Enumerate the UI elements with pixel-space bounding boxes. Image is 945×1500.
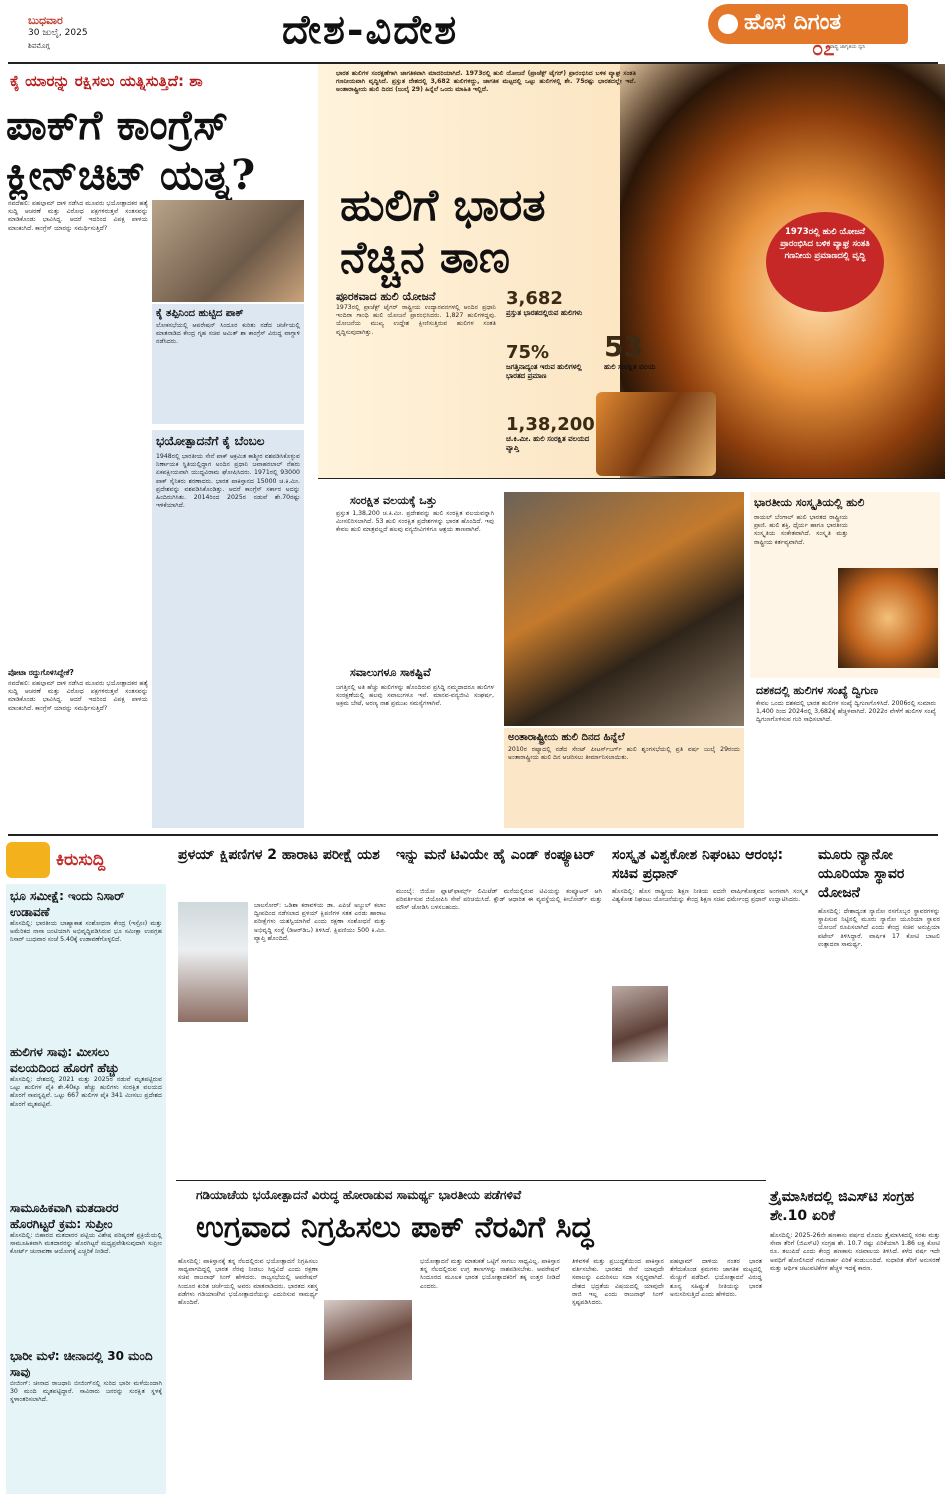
stat-tigers	[506, 288, 596, 318]
minister-photo	[612, 986, 668, 1062]
sanskrit-head: ಸಂಸ್ಕೃತ ವಿಶ್ವಕೋಶ ನಿಘಂಟು ಆರಂಭ: ಸಚಿವ ಪ್ರಧಾನ್	[612, 847, 784, 882]
info-badge: 1973ರಲ್ಲಿ ಹುಲಿ ಯೋಜನೆ ಪ್ರಾರಂಭಿಸಿದ ಬಳಿಕ ವ್ಯಾಘ್ರ ಸಂತತಿ ಗಣನೀಯ ಪ್ರಮಾಣದಲ್ಲಿ ವೃದ್ಧಿ	[766, 212, 884, 312]
tiger-headline	[340, 180, 546, 284]
stat-value: 53	[604, 330, 643, 363]
divider	[318, 478, 945, 479]
rajnath-photo	[324, 1300, 412, 1380]
brief-body: ಬೀಜಿಂಗ್: ಚೀನಾದ ರಾಜಧಾನಿ ಬೀಜಿಂಗ್‌ನಲ್ಲಿ ಸುರಿದ ಭಾರೀ ಮಳೆಯಿಂದಾಗಿ 30 ಮಂದಿ ಮೃತಪಟ್ಟಿದ್ದಾರೆ. ಸಾವಿರಾರು ಜನರನ್ನು ಸುರಕ್ಷಿತ ಸ್ಥಳಕ್ಕೆ ಸ್ಥಳಾಂತರಿಸಲಾಗಿದೆ.	[10, 1380, 162, 1404]
photo-caption-text: ಲೋಕಸಭೆಯಲ್ಲಿ ಆಪರೇಷನ್ ಸಿಂದೂರ ಕುರಿತು ನಡೆದ ಚರ್ಚೆಯಲ್ಲಿ ಮಾತನಾಡಿದ ಕೇಂದ್ರ ಗೃಹ ಸಚಿವ ಅಮಿತ್ ಶಾ ಕಾಂಗ್ರೆಸ್ ವಿರುದ್ಧ ವಾಗ್ದಾಳಿ ನಡೆಸಿದರು.	[156, 322, 300, 346]
newspaper-logo	[708, 4, 908, 44]
stat-area	[506, 414, 602, 453]
briefs-label: ಕಿರುಸುದ್ದಿ	[56, 850, 106, 870]
brand-name: ಹೊಸ ದಿಗಂತ	[744, 10, 842, 35]
section-title: ದೇಶ-ವಿದೇಶ	[282, 6, 459, 53]
missile-head: ಪ್ರಳಯ್ ಕ್ಷಿಪಣಿಗಳ 2 ಹಾರಾಟ ಪರೀಕ್ಷೆ ಯಶ	[178, 847, 380, 863]
page-number: ೦೭	[812, 36, 835, 60]
missile-photo	[178, 902, 248, 1022]
urea-body: ಹೊಸದಿಲ್ಲಿ: ದೇಶಾದ್ಯಂತ ನ್ಯಾನೋ ರಸಗೊಬ್ಬರ ಸ್ಥಾವರಗಳನ್ನು ಸ್ಥಾಪಿಸುವ ನಿಟ್ಟಿನಲ್ಲಿ ಮೂರು ನ್ಯಾನೋ ಯೂರಿಯಾ ಸ್ಥಾವರ ಯೋಜನೆ ರೂಪಿಸಲಾಗಿದೆ ಎಂದು ಕೇಂದ್ರ ಸಚಿವ ಅನುಪ್ರಿಯಾ ಪಟೇಲ್ ತಿಳಿಸಿದ್ದಾರೆ. ವಾರ್ಷಿಕ 17 ಕೋಟಿ ಬಾಟಲಿ ಉತ್ಪಾದನಾ ಸಾಮರ್ಥ್ಯ.	[818, 908, 940, 948]
lead-kicker: ಕೈ ಯಾರನ್ನು ರಕ್ಷಿಸಲು ಯತ್ನಿಸುತ್ತಿದೆ: ಶಾ	[10, 72, 203, 90]
jiopc-story	[396, 846, 602, 912]
sidebar-box	[152, 430, 304, 828]
date-box	[28, 14, 138, 53]
challenge-body: ಜಗತ್ತಿನಲ್ಲಿ ಅತಿ ಹೆಚ್ಚು ಹುಲಿಗಳನ್ನು ಹೊಂದಿರುವ ಪ್ರಸಿದ್ಧಿ ನಮ್ಮದಾದರೂ ಹುಲಿಗಳ ಸಂರಕ್ಷಣೆಯಲ್ಲಿ ಹಲವು ಸವಾಲುಗಳೂ ಇವೆ. ಮಾನವ-ವನ್ಯಜೀವಿ ಸಂಘರ್ಷ, ಅಕ್ರಮ ಬೇಟೆ, ಅರಣ್ಯ ನಾಶ ಪ್ರಮುಖ ಸಮಸ್ಯೆಗಳಾಗಿವೆ.	[336, 684, 494, 708]
stat-value: 3,682	[506, 288, 563, 309]
brief-body: ಹೊಸದಿಲ್ಲಿ: ದೇಶದಲ್ಲಿ 2021 ಮತ್ತು 2025ರ ನಡುವೆ ಮೃತಪಟ್ಟಿರುವ ಒಟ್ಟು ಹುಲಿಗಳ ಪೈಕಿ ಶೇ.40ಕ್ಕೂ ಹೆಚ್ಚು ಹುಲಿಗಳು ಸಂರಕ್ಷಿತ ವಲಯದ ಹೊರಗೆ ಸಾವನ್ನಪ್ಪಿವೆ. ಒಟ್ಟು 667 ಹುಲಿಗಳ ಪೈಕಿ 341 ಮೀಸಲು ಪ್ರದೇಶದ ಹೊರಗೆ ಮೃತಪಟ್ಟಿವೆ.	[10, 1076, 162, 1108]
missile-story	[178, 846, 386, 942]
tiger-intro: ಭಾರತ ಹುಲಿಗಳ ಸಂರಕ್ಷಣೆಗಾಗಿ ಜಾಗತಿಕವಾಗಿ ಮಾದರಿಯಾಗಿದೆ. 1973ರಲ್ಲಿ ಹುಲಿ ಯೋಜನೆ (ಪ್ರಾಜೆಕ್ಟ್ ಟೈಗರ್) ಪ್ರಾರಂಭಿಸಿದ ಬಳಿಕ ವ್ಯಾಘ್ರ ಸಂತತಿ ಗಣನೀಯವಾಗಿ ವೃದ್ಧಿಸಿದೆ. ಪ್ರಸ್ತುತ ದೇಶದಲ್ಲಿ 3,682 ಹುಲಿಗಳಿದ್ದು, ಜಾಗತಿಕ ಮಟ್ಟದಲ್ಲಿ ಒಟ್ಟು ಹುಲಿಗಳಲ್ಲಿ ಶೇ. 75ರಷ್ಟು ಭಾರತದಲ್ಲೇ ಇವೆ. ಅಂತಾರಾಷ್ಟ್ರೀಯ ಹುಲಿ ದಿನದ (ಜುಲೈ 29) ಹಿನ್ನೆಲೆ ಒಂದು ಮಾಹಿತಿ ಇಲ್ಲಿದೆ.	[336, 70, 636, 94]
bottom-col3: ತಿಳಿವಳಿಕೆ ಮತ್ತು ಪ್ರಬುದ್ಧತೆಯಿಂದ ಪಾಕಿಸ್ತಾನ ವರ್ತಿಸಬೇಕು. ಭಾರತದ ಸೇನೆ ಯಾವುದೇ ಸವಾಲನ್ನು ಎದುರಿಸಲು ಸದಾ ಸನ್ನದ್ಧವಾಗಿದೆ. ದೇಶದ ಭದ್ರತೆಯ ವಿಷಯದಲ್ಲಿ ಯಾವುದೇ ರಾಜಿ ಇಲ್ಲ ಎಂದು ರಾಜನಾಥ್ ಸಿಂಗ್ ಸ್ಪಷ್ಟಪಡಿಸಿದರು.	[572, 1258, 664, 1307]
bottom-kicker: ಗಡಿಯಾಚೆಯ ಭಯೋತ್ಪಾದನೆ ವಿರುದ್ಧ ಹೋರಾಡುವ ಸಾಮರ್ಥ್ಯ ಭಾರತೀಯ ಪಡೆಗಳಿವೆ	[196, 1188, 522, 1202]
bottom-headline: ಉಗ್ರವಾದ ನಿಗ್ರಹಿಸಲು ಪಾಕ್ ನೆರವಿಗೆ ಸಿದ್ಧ	[196, 1210, 594, 1245]
gst-story	[770, 1188, 940, 1482]
tiger-day-body: 2010ರ ರಷ್ಯಾದಲ್ಲಿ ನಡೆದ ಸೇಂಟ್ ಪೀಟರ್ಸ್‌ಬರ್ಗ್ ಹುಲಿ ಶೃಂಗಸಭೆಯಲ್ಲಿ ಪ್ರತಿ ವರ್ಷ ಜುಲೈ 29ರಂದು ಅಂತಾರಾಷ್ಟ್ರೀಯ ಹುಲಿ ದಿನ ಆಚರಿಸಲು ತೀರ್ಮಾನಿಸಲಾಯಿತು.	[508, 746, 740, 762]
sanskrit-body: ಹೊಸದಿಲ್ಲಿ: ಹೊಸ ರಾಷ್ಟ್ರೀಯ ಶಿಕ್ಷಣ ನೀತಿಯ ಐದನೇ ವಾರ್ಷಿಕೋತ್ಸವದ ಅಂಗವಾಗಿ ಸಂಸ್ಕೃತ ವಿಶ್ವಕೋಶ ನಿಘಂಟು ಯೋಜನೆಯನ್ನು ಕೇಂದ್ರ ಶಿಕ್ಷಣ ಸಚಿವ ಧರ್ಮೇಂದ್ರ ಪ್ರಧಾನ್ ಉದ್ಘಾಟಿಸಿದರು.	[612, 888, 808, 904]
photo-caption-box	[152, 304, 304, 424]
lead-body-continued: ನವದೆಹಲಿ: ಪಹಲ್ಗಾಮ್ ದಾಳಿ ನಡೆಸಿದ ಮೂವರು ಭಯೋತ್ಪಾದಕರ ಹತ್ಯೆ ಸುದ್ದಿ ಆಚರಣೆ ಮತ್ತು ವಿರೋಧ ಪಕ್ಷಗಳಿರುತ್ತವೆ ಸಂತಸವನ್ನು ಮಾಡಿಕೊಂಡು ಭಾವಿಸಿದ್ದ. ಆದರೆ ಇದರಿಂದ ವಿಪಕ್ಷ ಪಾಳಯ ಮಾಂಕುಗಿದೆ. ಕಾಂಗ್ರೆಸ್ ಯಾರನ್ನು ಸಮರ್ಥಿಸುತ್ತಿದೆ?	[8, 680, 148, 712]
parliament-photo	[152, 200, 304, 302]
lead-body: ನವದೆಹಲಿ: ಪಹಲ್ಗಾಮ್ ದಾಳಿ ನಡೆಸಿದ ಮೂವರು ಭಯೋತ್ಪಾದಕರ ಹತ್ಯೆ ಸುದ್ದಿ ಆಚರಣೆ ಮತ್ತು ವಿರೋಧ ಪಕ್ಷಗಳಿರುತ್ತವೆ ಸಂತಸವನ್ನು ಮಾಡಿಕೊಂಡು ಭಾವಿಸಿದ್ದ. ಆದರೆ ಇದರಿಂದ ವಿಪಕ್ಷ ಪಾಳಯ ಮಾಂಕುಗಿದೆ. ಕಾಂಗ್ರೆಸ್ ಯಾರನ್ನು ಸಮರ್ಥಿಸುತ್ತಿದೆ?	[8, 200, 148, 232]
tiger-portrait-photo	[838, 568, 938, 668]
date: 30 ಜುಲೈ, 2025	[28, 28, 88, 38]
sidebar-body: 1948ರಲ್ಲಿ ಭಾರತೀಯ ಸೇನೆ ಪಾಕ್ ಆಕ್ರಮಿತ ಕಾಶ್ಮೀರ ವಶಪಡಿಸಿಕೊಳ್ಳುವ ನಿರ್ಣಾಯಕ ಸ್ಥಿತಿಯಲ್ಲಿದ್ದಾಗ ಅಂದಿನ ಪ್ರಧಾನಿ ಜವಾಹರಲಾಲ್ ನೆಹರು ಏಕಪಕ್ಷೀಯವಾಗಿ ಯುದ್ಧವಿರಾಮ ಘೋಷಿಸಿದರು. 1971ರಲ್ಲಿ 93000 ಪಾಕ್ ಸೈನಿಕರು ಶರಣಾದರು. ಭಾರತ ಪಾಕಿಸ್ತಾನದ 15000 ಚ.ಕಿ.ಮೀ. ಪ್ರದೇಶವನ್ನು ವಶಪಡಿಸಿಕೊಂಡಿತ್ತು. ಆದರೆ ಕಾಂಗ್ರೆಸ್ ಸರ್ಕಾರ ಅದನ್ನು ಹಿಂದಿರುಗಿಸಿತು. 2014ರಿಂದ 2025ರ ನಡುವೆ ಶೇ.70ರಷ್ಟು ಇಳಿಕೆಯಾಗಿದೆ.	[156, 453, 300, 510]
urea-head: ಮೂರು ನ್ಯಾನೋ ಯೂರಿಯಾ ಸ್ಥಾವರ ಯೋಜನೆ	[818, 847, 905, 901]
gst-body: ಹೊಸದಿಲ್ಲಿ: 2025-26ನೇ ಹಣಕಾಸು ವರ್ಷದ ಮೊದಲ ತ್ರೈಮಾಸಿಕದಲ್ಲಿ ಸರಕು ಮತ್ತು ಸೇವಾ ತೆರಿಗೆ (ಜಿಎಸ್‌ಟಿ) ಸಂಗ್ರಹ ಶೇ. 10.7 ರಷ್ಟು ಏರಿಕೆಯಾಗಿ 1.86 ಲಕ್ಷ ಕೋಟಿ ರೂ. ತಲುಪಿದೆ ಎಂದು ಕೇಂದ್ರ ಹಣಕಾಸು ಸಚಿವಾಲಯ ತಿಳಿಸಿದೆ. ಕಳೆದ ವರ್ಷ ಇದೇ ಅವಧಿಗೆ ಹೋಲಿಸಿದರೆ ಗಮನಾರ್ಹ ಏರಿಕೆ ಕಂಡುಬಂದಿದೆ. ಸುಧಾರಿತ ತೆರಿಗೆ ಅನುಸರಣೆ ಮತ್ತು ಆರ್ಥಿಕ ಚಟುವಟಿಕೆಗಳ ಹೆಚ್ಚಳ ಇದಕ್ಕೆ ಕಾರಣ.	[770, 1232, 940, 1272]
briefs-header	[6, 842, 166, 878]
zone-head: ಸಂರಕ್ಷಿತ ವಲಯಕ್ಕೆ ಒತ್ತು	[350, 494, 437, 507]
double-body: ಕೇವಲ ಒಂದು ದಶಕದಲ್ಲಿ ಭಾರತ ಹುಲಿಗಳ ಸಂಖ್ಯೆ ದ್ವಿಗುಣಗೊಳಿಸಿದೆ. 2006ರಲ್ಲಿ ಸುಮಾರು 1,400 ರಿಂದ 2024ರಲ್ಲಿ 3,682ಕ್ಕೆ ಹೆಚ್ಚಳವಾಗಿದೆ. 2022ರ ವೇಳೆಗೆ ಹುಲಿಗಳ ಸಂಖ್ಯೆ ದ್ವಿಗುಣಗೊಳಿಸುವ ಗುರಿ ಸಾಧಿಸಲಾಗಿದೆ.	[756, 700, 936, 724]
brief-head: ಭಾರೀ ಮಳೆ: ಚೀನಾದಲ್ಲಿ 30 ಮಂದಿ ಸಾವು	[10, 1349, 153, 1379]
missile-body: ಬಾಲಸೋರ್: ಒಡಿಶಾ ಕರಾವಳಿಯ ಡಾ. ಎಪಿಜೆ ಅಬ್ದುಲ್ ಕಲಾಂ ದ್ವೀಪದಿಂದ ನಡೆಸಲಾದ ಪ್ರಳಯ್ ಕ್ಷಿಪಣಿಗಳ ಸತತ ಎರಡು ಹಾರಾಟ ಪರೀಕ್ಷೆಗಳು ಯಶಸ್ವಿಯಾಗಿವೆ ಎಂದು ರಕ್ಷಣಾ ಸಂಶೋಧನೆ ಮತ್ತು ಅಭಿವೃದ್ಧಿ ಸಂಸ್ಥೆ (ಡಿಆರ್‌ಡಿಒ) ತಿಳಿಸಿದೆ. ಕ್ಷಿಪಣಿಯು 500 ಕಿ.ಮೀ. ವ್ಯಾಪ್ತಿ ಹೊಂದಿದೆ.	[254, 902, 386, 942]
bottom-col1: ಹೊಸದಿಲ್ಲಿ: ಪಾಕಿಸ್ತಾನಕ್ಕೆ ತನ್ನ ನೆಲದಲ್ಲಿರುವ ಭಯೋತ್ಪಾದನೆ ನಿಗ್ರಹಿಸಲು ಸಾಧ್ಯವಾಗದಿದ್ದಲ್ಲಿ ಭಾರತ ನೆರವು ನೀಡಲು ಸಿದ್ಧವಿದೆ ಎಂದು ರಕ್ಷಣಾ ಸಚಿವ ರಾಜನಾಥ್ ಸಿಂಗ್ ಹೇಳಿದರು. ರಾಜ್ಯಸಭೆಯಲ್ಲಿ ಆಪರೇಷನ್ ಸಿಂದೂರ ಕುರಿತ ಚರ್ಚೆಯಲ್ಲಿ ಅವರು ಮಾತನಾಡಿದರು. ಭಾರತದ ಸಶಸ್ತ್ರ ಪಡೆಗಳು ಗಡಿಯಾಚೆಗಿನ ಭಯೋತ್ಪಾದನೆಯನ್ನು ಎದುರಿಸುವ ಸಾಮರ್ಥ್ಯ ಹೊಂದಿವೆ.	[178, 1258, 318, 1307]
gst-head: ತ್ರೈಮಾಸಿಕದಲ್ಲಿ ಜಿಎಸ್‌ಟಿ ಸಂಗ್ರಹ ಶೇ.10 ಏರಿಕೆ	[770, 1189, 915, 1224]
culture-body: ರಾಯಲ್ ಬೆಂಗಾಲ್ ಹುಲಿ ಭಾರತದ ರಾಷ್ಟ್ರೀಯ ಪ್ರಾಣಿ. ಹುಲಿ ಶಕ್ತಿ, ಧೈರ್ಯ ಹಾಗೂ ಭಾರತೀಯ ಸಂಸ್ಕೃತಿಯ ಸಂಕೇತವಾಗಿದೆ. ಸಂಸ್ಕೃತಿ ಮತ್ತು ರಾಷ್ಟ್ರೀಯ ಕರ್ತವ್ಯವಾಗಿದೆ.	[754, 514, 848, 546]
brief-body: ಹೊಸದಿಲ್ಲಿ: ಭಾರತೀಯ ಬಾಹ್ಯಾಕಾಶ ಸಂಶೋಧನಾ ಕೇಂದ್ರ (ಇಸ್ರೋ) ಮತ್ತು ಅಮೆರಿಕದ ನಾಸಾ ಜಂಟಿಯಾಗಿ ಅಭಿವೃದ್ಧಿಪಡಿಸಿರುವ ಭೂ ಸಮೀಕ್ಷಾ ಉಪಗ್ರಹ ನಿಸಾರ್ ಬುಧವಾರ ಸಂಜೆ 5.40ಕ್ಕೆ ಉಡಾವಣೆಗೊಳ್ಳಲಿದೆ.	[10, 920, 162, 944]
jiopc-head: ಇನ್ನು ಮನೆ ಟಿವಿಯೇ ಹೈ ಎಂಡ್ ಕಂಪ್ಯೂಟರ್	[396, 847, 595, 863]
stat-reserves	[604, 330, 694, 372]
weekday: ಬುಧವಾರ	[28, 14, 63, 27]
bottom-col2: ಭಯೋತ್ಪಾದನೆ ಮತ್ತು ಮಾತುಕತೆ ಒಟ್ಟಿಗೆ ಸಾಗಲು ಸಾಧ್ಯವಿಲ್ಲ. ಪಾಕಿಸ್ತಾನ ತನ್ನ ನೆಲದಲ್ಲಿರುವ ಉಗ್ರ ತಾಣಗಳನ್ನು ನಾಶಪಡಿಸಬೇಕು. ಆಪರೇಷನ್ ಸಿಂದೂರದ ಮೂಲಕ ಭಾರತ ಭಯೋತ್ಪಾದಕರಿಗೆ ತಕ್ಕ ಉತ್ತರ ನೀಡಿದೆ ಎಂದರು.	[420, 1258, 560, 1290]
divider	[176, 1180, 766, 1181]
plan-head: ಪೂರಕವಾದ ಹುಲಿ ಯೋಜನೆ	[336, 290, 436, 303]
stat-label: ಚ.ಕಿ.ಮೀ. ಹುಲಿ ಸಂರಕ್ಷಿತ ವಲಯದ ವ್ಯಾಪ್ತಿ	[506, 435, 590, 452]
lead-headline	[6, 100, 306, 200]
brief-head: ಸಾಮೂಹಿಕವಾಗಿ ಮತದಾರರ ಹೊರಗಿಟ್ಟರೆ ಕ್ರಮ: ಸುಪ್ರೀಂ	[10, 1201, 119, 1231]
photo-caption-box	[504, 728, 744, 828]
zone-body: ಪ್ರಸ್ತುತ 1,38,200 ಚ.ಕಿ.ಮೀ. ಪ್ರದೇಶವನ್ನು ಹುಲಿ ಸಂರಕ್ಷಿತ ವಲಯವನ್ನಾಗಿ ಮೀಸಲಿರಿಸಲಾಗಿದೆ. 53 ಹುಲಿ ಸಂರಕ್ಷಿತ ಪ್ರದೇಶಗಳನ್ನು ಭಾರತ ಹೊಂದಿದೆ. ಇವು ಕೇವಲ ಹುಲಿ ಮಾತ್ರವಲ್ಲದೆ ಹಲವು ವನ್ಯಜೀವಿಗಳಿಗೂ ಆಶ್ರಯ ತಾಣವಾಗಿವೆ.	[336, 510, 494, 534]
stat-label: ಜಗತ್ತಿನಾದ್ಯಂತ ಇರುವ ಹುಲಿಗಳಲ್ಲಿ ಭಾರತದ ಪ್ರಮಾಣ	[506, 363, 582, 380]
stat-value: 1,38,200	[506, 414, 595, 435]
city: ಶಿವಮೊಗ್ಗ	[28, 42, 50, 50]
stat-share	[506, 342, 596, 381]
photo-caption: ಕೈ ತಪ್ಪಿನಿಂದ ಹುಟ್ಟಿದ ಪಾಕ್	[156, 308, 244, 319]
tiger-headline-line1: ಹುಲಿಗೆ ಭಾರತ	[340, 180, 546, 231]
challenge-head: ಸವಾಲುಗಳೂ ಸಾಕಷ್ಟಿವೆ	[350, 666, 431, 679]
urea-story	[818, 846, 940, 948]
stat-label: ಹುಲಿ ಸಂರಕ್ಷಿತ ವಲಯ	[604, 363, 656, 371]
brand-tagline: ರಾಷ್ಟ್ರ ಜಾಗೃತಿಯ ಧ್ವನಿ	[830, 44, 866, 50]
cub-photo	[596, 392, 716, 476]
brief-head: ಹುಲಿಗಳ ಸಾವು: ಮೀಸಲು ವಲಯದಿಂದ ಹೊರಗೆ ಹೆಚ್ಚು	[10, 1045, 120, 1075]
briefs-list	[6, 884, 166, 1494]
tiger-headline-line2: ನೆಚ್ಚಿನ ತಾಣ	[340, 232, 510, 283]
divider	[8, 834, 938, 836]
side-subhead: ಪೋಟಾ ರದ್ದುಗೊಳಿಸಿದ್ದೇಕೆ?	[8, 668, 74, 677]
sidebar-head: ಭಯೋತ್ಪಾದನೆಗೆ ಕೈ ಬೆಂಬಲ	[156, 434, 265, 448]
lead-headline-line1: ಪಾಕ್‌ಗೆ ಕಾಂಗ್ರೆಸ್	[6, 101, 229, 149]
tiger-day-head: ಅಂತಾರಾಷ್ಟ್ರೀಯ ಹುಲಿ ದಿನದ ಹಿನ್ನೆಲೆ	[508, 732, 625, 743]
bottom-col4: ಪಹಲ್ಗಾಮ್ ದಾಳಿಯ ನಂತರ ಭಾರತ ತೆಗೆದುಕೊಂಡ ಕ್ರಮಗಳು ಜಾಗತಿಕ ಮಟ್ಟದಲ್ಲಿ ಮೆಚ್ಚುಗೆ ಪಡೆದಿವೆ. ಭಯೋತ್ಪಾದನೆ ವಿರುದ್ಧ ಶೂನ್ಯ ಸಹಿಷ್ಣುತೆ ನೀತಿಯನ್ನು ಭಾರತ ಅನುಸರಿಸುತ್ತಿದೆ ಎಂದು ಹೇಳಿದರು.	[670, 1258, 762, 1298]
culture-head: ಭಾರತೀಯ ಸಂಸ್ಕೃತಿಯಲ್ಲಿ ಹುಲಿ	[754, 496, 865, 509]
hand-icon	[6, 842, 50, 878]
stat-label: ಪ್ರಸ್ತುತ ಭಾರತದಲ್ಲಿರುವ ಹುಲಿಗಳು	[506, 309, 583, 317]
stat-value: 75%	[506, 342, 550, 363]
tiger-walking-photo	[504, 492, 744, 726]
lead-headline-line2: ಕ್ಲೀನ್‌ಚಿಟ್ ಯತ್ನ?	[6, 151, 256, 199]
lamp-icon	[718, 14, 738, 34]
jiopc-body: ಮುಂಬೈ: ಜಿಯೋ ಪ್ಲಾಟ್‌ಫಾರ್ಮ್ಸ್ ಲಿಮಿಟೆಡ್ ಮನೆಯಲ್ಲಿರುವ ಟಿವಿಯನ್ನು ಕಂಪ್ಯೂಟರ್ ಆಗಿ ಪರಿವರ್ತಿಸುವ ಜಿಯೋಪಿಸಿ ಸೇವೆ ಪರಿಚಯಿಸಿದೆ. ಕ್ಲೌಡ್ ಆಧಾರಿತ ಈ ವ್ಯವಸ್ಥೆಯಲ್ಲಿ ಕೀಬೋರ್ಡ್ ಮತ್ತು ಮೌಸ್ ಜೋಡಿಸಿ ಬಳಸಬಹುದು.	[396, 888, 602, 912]
double-head: ದಶಕದಲ್ಲಿ ಹುಲಿಗಳ ಸಂಖ್ಯೆ ದ್ವಿಗುಣ	[756, 684, 879, 697]
sanskrit-story	[612, 846, 808, 904]
plan-body: 1973ರಲ್ಲಿ ಪ್ರಾಜೆಕ್ಟ್ ಟೈಗರ್ ರಾಷ್ಟ್ರೀಯ ಉದ್ಯಾನವನಗಳಲ್ಲಿ ಆಂದಿನ ಪ್ರಧಾನಿ ಇಂದಿರಾ ಗಾಂಧಿ ಹುಲಿ ಯೋಜನೆ ಪ್ರಾರಂಭಿಸಿದರು. 1,827 ಹುಲಿಗಳಿದ್ದವು. ಯೋಜನೆಯ ಮುಖ್ಯ ಉದ್ದೇಶ ಕ್ಷೀಣಿಸುತ್ತಿರುವ ಹುಲಿಗಳ ಸಂತತಿ ವೃದ್ಧಿಸುವುದಾಗಿತ್ತು.	[336, 304, 496, 336]
brief-body: ಹೊಸದಿಲ್ಲಿ: ಬಿಹಾರದ ಮತದಾರರ ಪಟ್ಟಿಯ ವಿಶೇಷ ಪರಿಷ್ಕರಣೆ ಪ್ರಕ್ರಿಯೆಯಲ್ಲಿ ಸಾಮೂಹಿಕವಾಗಿ ಮತದಾರರನ್ನು ಹೊರಗಿಟ್ಟರೆ ಮಧ್ಯಪ್ರವೇಶಿಸುವುದಾಗಿ ಸುಪ್ರೀಂ ಕೋರ್ಟ್ ಚುನಾವಣಾ ಆಯೋಗಕ್ಕೆ ಎಚ್ಚರಿಕೆ ನೀಡಿದೆ.	[10, 1232, 162, 1256]
brief-head: ಭೂ ಸಮೀಕ್ಷೆ: ಇಂದು ನಿಸಾರ್ ಉಡಾವಣೆ	[10, 889, 125, 919]
